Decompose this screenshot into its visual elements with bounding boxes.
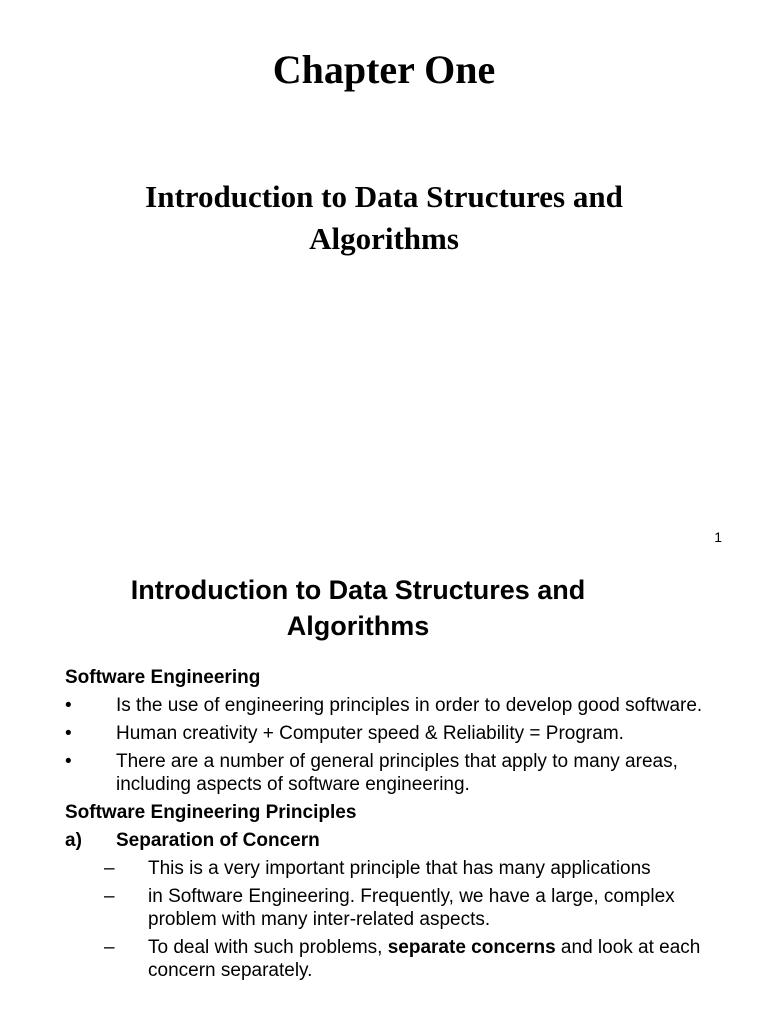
bullet-text: Is the use of engineering principles in order to develop good software. [116,695,703,716]
section-heading-software-engineering: Software Engineering [65,667,261,688]
bullet-marker: • [65,751,72,772]
section-heading-principles: Software Engineering Principles [65,802,357,823]
lettered-item-a [65,829,715,852]
bullet-item [65,694,715,717]
bullet-item [65,750,715,796]
slide-1-subtitle: Introduction to Data Structures and Algorithms [145,179,623,256]
dash-marker: – [104,937,115,958]
slide-2-title: Introduction to Data Structures and Algorithms [130,575,586,641]
bullet-text: Human creativity + Computer speed & Reliability = Program. [116,723,624,744]
bullet-marker: • [65,723,72,744]
dash-text: in Software Engineering. Frequently, we have a large, complex problem with many inter-related aspects. [148,886,675,930]
dash-text: This is a very important principle that has many applications [148,858,651,879]
bullet-text: There are a number of general principles that apply to many areas, including aspects of software engineering. [116,751,678,795]
dash-text-bold: separate concerns [387,937,556,958]
lettered-marker: a) [65,830,82,851]
dash-item [65,857,715,880]
slide-2 [0,560,768,1024]
dash-item [65,885,715,931]
page-number: 1 [714,529,722,545]
dash-marker: – [104,858,115,879]
dash-text [148,937,700,981]
slide-2-content [65,666,715,987]
dash-item [65,936,715,982]
dash-marker: – [104,886,115,907]
bullet-marker: • [65,695,72,716]
dash-text-after: and look at each concern separately. [148,937,701,981]
dash-text-before: To deal with such problems, [148,937,388,958]
bullet-item [65,722,715,745]
lettered-label: Separation of Concern [116,830,320,851]
chapter-title: Chapter One [272,47,496,92]
